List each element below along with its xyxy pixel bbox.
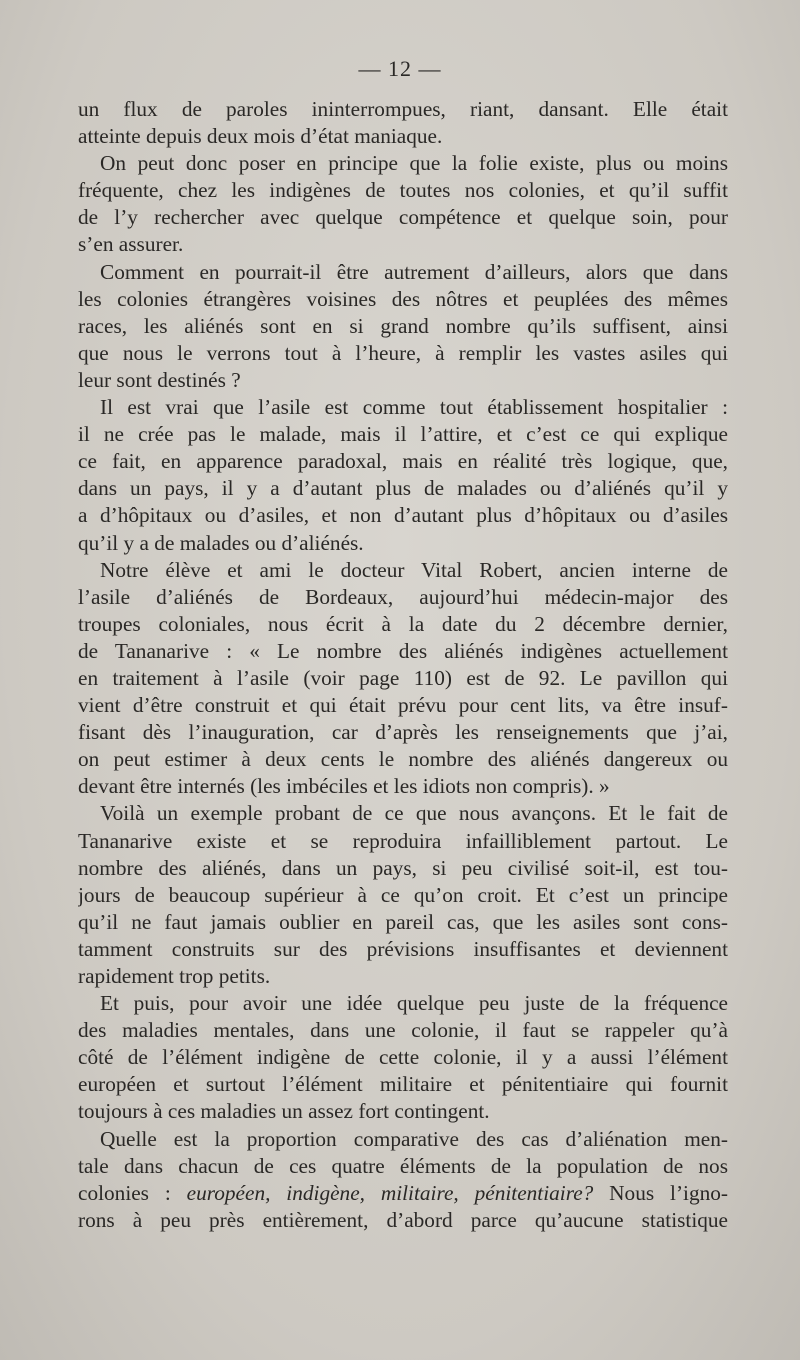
text-line: rapidement trop petits. (78, 964, 271, 988)
text-line: on peut estimer à deux cents le nombre des aliénés dangereux ou (78, 747, 728, 772)
italic-phrase: européen, indigène, militaire, pénitentiaire? (186, 1180, 594, 1205)
text-line: en traitement à l’asile (voir page 110) est de 92. Le pavillon qui (78, 665, 728, 690)
text-line: ce fait, en apparence paradoxal, mais en réalité très logique, que, (78, 449, 728, 474)
text-line: Quelle est la proportion comparative des cas d’aliénation men- (100, 1126, 728, 1151)
text-line: qu’il y a de malades ou d’aliénés. (78, 530, 364, 555)
text-line: que nous le verrons tout à l’heure, à remplir les vastes asiles qui (78, 340, 728, 365)
text-line: Il est vrai que l’asile est comme tout établissement hospitalier : (100, 395, 728, 420)
text-line: de Tananarive : « Le nombre des aliénés indigènes actuellement (78, 638, 728, 663)
text-line: des maladies mentales, dans une colonie, il faut se rappeler qu’à (78, 1018, 728, 1043)
text-line: tale dans chacun de ces quatre éléments de la population de nos (78, 1153, 728, 1178)
text-line: il ne crée pas le malade, mais il l’attire, et c’est ce qui explique (78, 422, 728, 447)
text-line: Voilà un exemple probant de ce que nous avançons. Et le fait de (100, 801, 728, 826)
text-line: colonies : européen, indigène, militaire, pénitentiaire? Nous l’igno- (78, 1180, 728, 1205)
text-line: l’asile d’aliénés de Bordeaux, aujourd’hui médecin-major des (78, 584, 728, 609)
text-line: devant être internés (les imbéciles et les idiots non compris). » (78, 774, 610, 799)
text-line: toujours à ces maladies un assez fort contingent. (78, 1099, 490, 1124)
text-line: Et puis, pour avoir une idée quelque peu juste de la fréquence (100, 991, 728, 1016)
text-line: vient d’être construit et qui était prévu pour cent lits, va être insuf- (78, 693, 728, 718)
text-line: s’en assurer. (78, 232, 184, 257)
text-line: atteinte depuis deux mois d’état maniaque. (78, 124, 443, 149)
text-line: européen et surtout l’élément militaire et pénitentiaire qui fournit (78, 1072, 728, 1097)
text-line: fisant dès l’inauguration, car d’après les renseignements que j’ai, (78, 720, 728, 745)
text-line: leur sont destinés ? (78, 367, 241, 392)
text-line: côté de l’élément indigène de cette colonie, il y a aussi l’élément (78, 1045, 728, 1070)
text-line: Tananarive existe et se reproduira infailliblement partout. Le (78, 828, 728, 853)
text-line: rons à peu près entièrement, d’abord parce qu’aucune statistique (78, 1207, 728, 1232)
text-line: nombre des aliénés, dans un pays, si peu civilisé soit-il, est tou- (78, 855, 728, 880)
text-line: a d’hôpitaux ou d’asiles, et non d’autant plus d’hôpitaux ou d’asiles (78, 503, 728, 528)
text-line: qu’il ne faut jamais oublier en pareil cas, que les asiles sont cons- (78, 909, 728, 934)
text-line: Notre élève et ami le docteur Vital Robert, ancien interne de (100, 557, 728, 582)
text-line: les colonies étrangères voisines des nôtres et peuplées des mêmes (78, 286, 728, 311)
text-line: tamment construits sur des prévisions insuffisantes et deviennent (78, 936, 728, 961)
text-line: races, les aliénés sont en si grand nombre qu’ils suffisent, ainsi (78, 313, 728, 338)
text-line: un flux de paroles ininterrompues, riant, dansant. Elle était (78, 97, 728, 121)
text-line: de l’y rechercher avec quelque compétence et quelque soin, pour (78, 205, 728, 230)
text-line: fréquente, chez les indigènes de toutes nos colonies, et qu’il suffit (78, 178, 728, 203)
text-line: Comment en pourrait-il être autrement d’ailleurs, alors que dans (100, 259, 728, 284)
text-line: jours de beaucoup supérieur à ce qu’on croit. Et c’est un principe (78, 882, 728, 907)
page-number: — 12 — (358, 56, 442, 81)
body-text (78, 96, 728, 1234)
text-line: On peut donc poser en principe que la folie existe, plus ou moins (100, 151, 728, 176)
text-line: troupes coloniales, nous écrit à la date du 2 décembre dernier, (78, 611, 728, 636)
text-line: dans un pays, il y a d’autant plus de malades ou d’aliénés qu’il y (78, 476, 728, 501)
